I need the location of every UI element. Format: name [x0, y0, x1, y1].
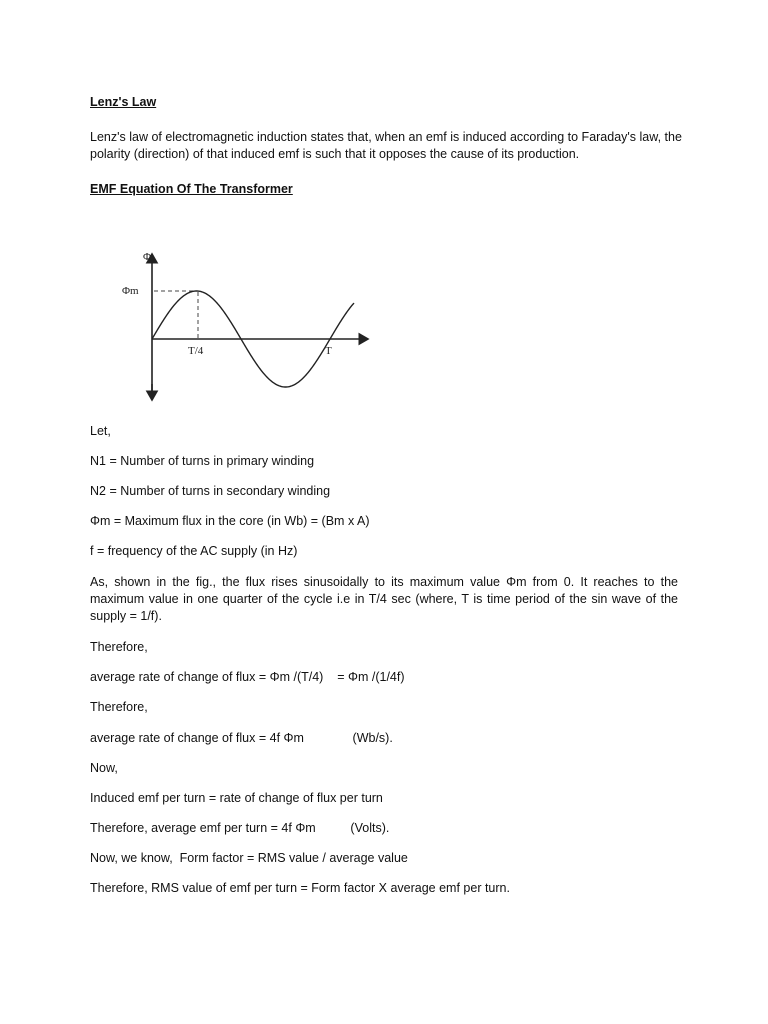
text-n1-definition: N1 = Number of turns in primary winding — [90, 454, 315, 468]
paragraph-flux-rise: As, shown in the fig., the flux rises sinusoidally to its maximum value Φm from 0. It reaches to the maximum value in one quarter of the cycle i.e in T/4 sec (where, T is time period of the sin wave of the supply = 1/f). — [90, 575, 678, 623]
text-phim-definition: Φm = Maximum flux in the core (in Wb) = (Bm x A) — [90, 514, 370, 528]
period-label: T — [325, 345, 332, 357]
text-now: Now, — [90, 761, 118, 775]
text-therefore-2: Therefore, — [90, 700, 148, 714]
paragraph-lenzs-law: Lenz's law of electromagnetic induction states that, when an emf is induced according to Faraday's law, the polarity (direction) of that induced emf is such that it opposes the cause of its production. — [90, 130, 682, 161]
text-average-rate-2: average rate of change of flux = 4f Φm (Wb/s). — [90, 731, 393, 745]
text-frequency-definition: f = frequency of the AC supply (in Hz) — [90, 544, 298, 558]
flux-waveform-figure — [118, 244, 380, 408]
text-n2-definition: N2 = Number of turns in secondary winding — [90, 484, 331, 498]
y-axis-label: Φ — [143, 251, 152, 263]
text-rms-value: Therefore, RMS value of emf per turn = Form factor X average emf per turn. — [90, 881, 510, 895]
text-let: Let, — [90, 424, 111, 438]
quarter-period-label: T/4 — [188, 345, 204, 357]
text-therefore-1: Therefore, — [90, 640, 148, 654]
text-induced-emf: Induced emf per turn = rate of change of flux per turn — [90, 791, 383, 805]
peak-label: Φm — [122, 285, 139, 297]
text-average-emf: Therefore, average emf per turn = 4f Φm (Volts). — [90, 821, 390, 835]
heading-emf-equation: EMF Equation Of The Transformer — [90, 182, 293, 196]
text-form-factor: Now, we know, Form factor = RMS value / average value — [90, 851, 408, 865]
heading-lenzs-law: Lenz's Law — [90, 95, 157, 109]
text-average-rate-1: average rate of change of flux = Φm /(T/4) = Φm /(1/4f) — [90, 670, 405, 684]
